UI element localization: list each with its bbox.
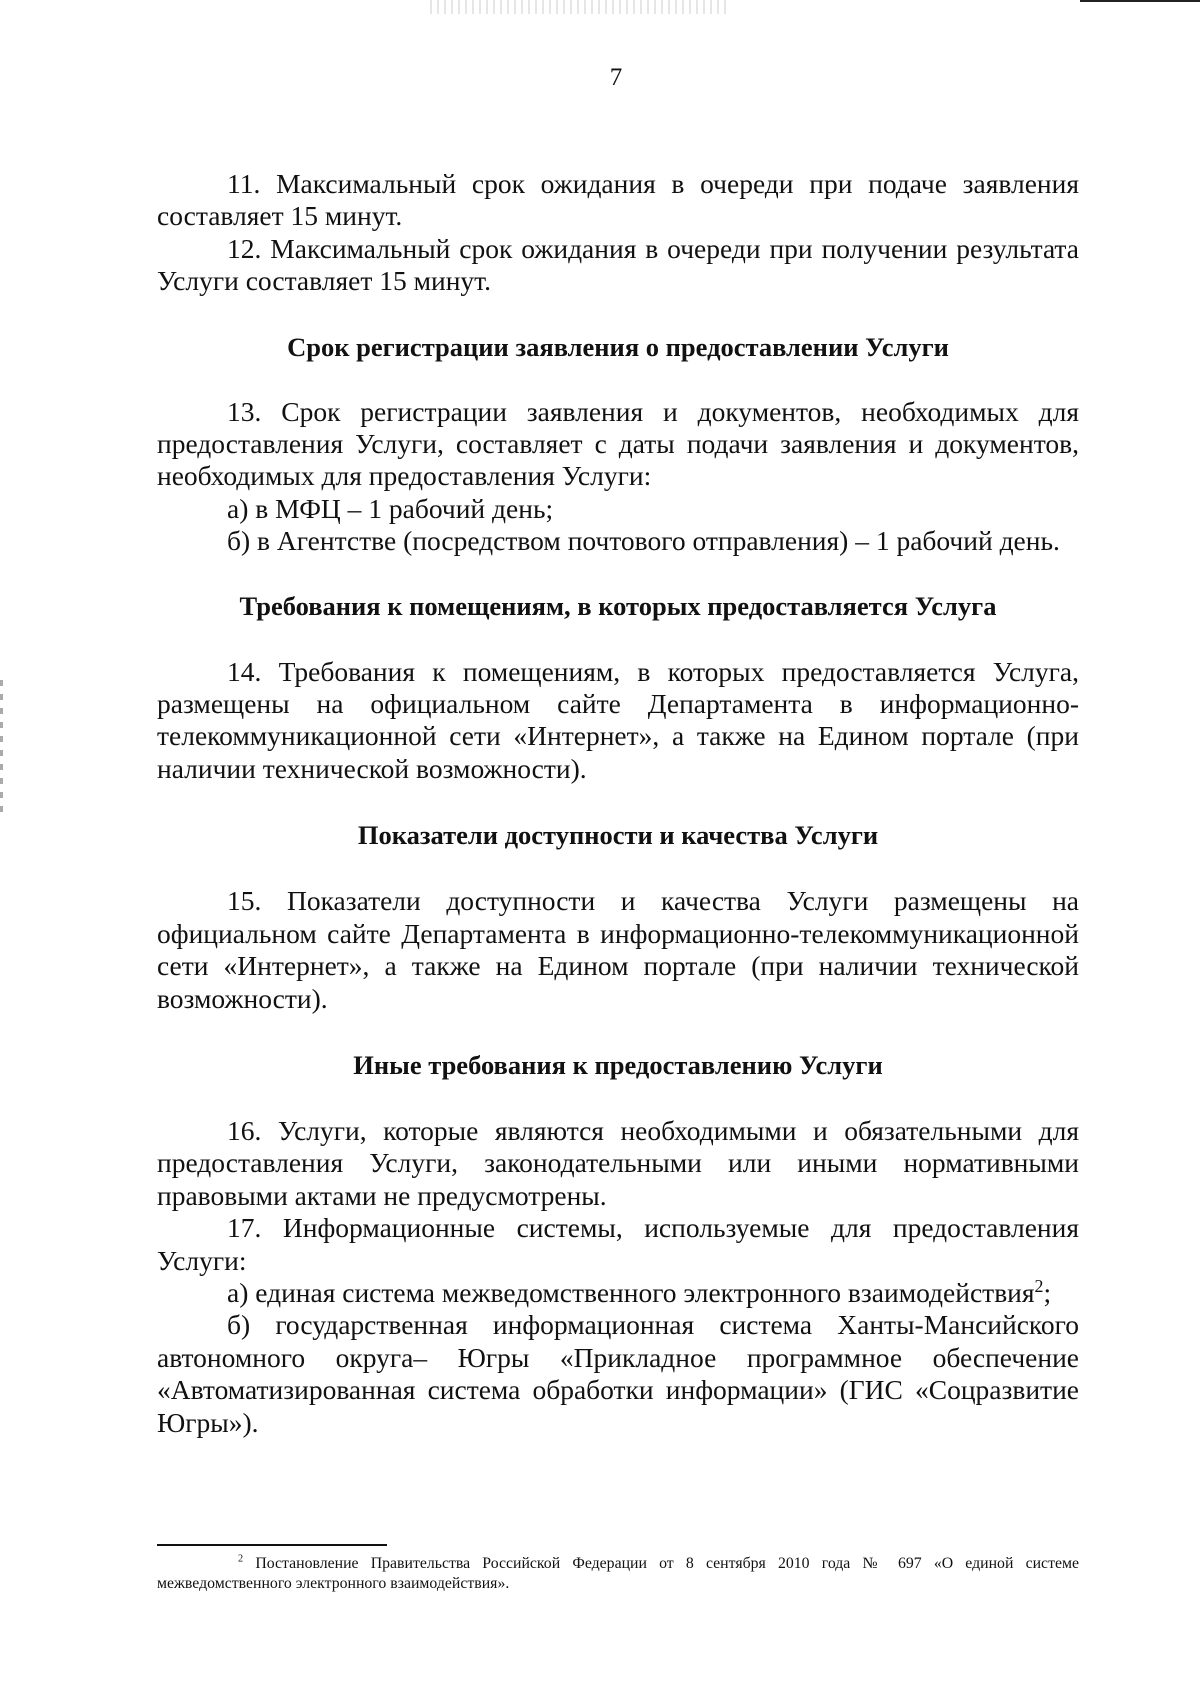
paragraph-13a: а) в МФЦ – 1 рабочий день; (227, 492, 554, 524)
footnote-separator (157, 1544, 387, 1546)
page-number: 7 (609, 64, 623, 91)
paragraph-13b: б) в Агентстве (посредством почтового отправления) – 1 рабочий день. (227, 525, 1060, 557)
heading-other-requirements: Иные требования к предоставлению Услуги (353, 1049, 883, 1080)
paragraph-16: 16. Услуги, которые являются необходимыми и обязательными для предоставления Услуги, законодательными или иными нормативными правовыми актами не предусмотрены. (157, 1114, 1079, 1211)
footnote-reference: 2 (1034, 1275, 1044, 1296)
paragraph-17a (157, 1277, 1079, 1309)
scan-edge-line (1080, 0, 1200, 2)
paragraph-17b: б) государственная информационная система Ханты-Мансийского автономного округа– Югры «Прикладное программное обеспечение «Автоматизированная система обработки информации» (ГИС «Соцразвитие Югры»). (157, 1309, 1079, 1438)
scan-margin-marks (0, 680, 3, 820)
paragraph-17a-tail: ; (1043, 1276, 1052, 1308)
footnote (157, 1554, 1079, 1594)
document-body (157, 168, 1079, 1439)
paragraph-13: 13. Срок регистрации заявления и документов, необходимых для предоставления Услуги, составляет с даты подачи заявления и документов, необходимых для предоставления Услуги: (157, 395, 1079, 492)
heading-accessibility-indicators: Показатели доступности и качества Услуги (357, 820, 879, 851)
paragraph-17a-text: а) единая система межведомственного электронного взаимодействия (227, 1276, 1035, 1308)
heading-premises-requirements: Требования к помещениям, в которых предоставляется Услуга (239, 590, 997, 621)
heading-registration-term: Срок регистрации заявления о предоставлении Услуги (287, 331, 949, 362)
paragraph-11: 11. Максимальный срок ожидания в очереди при подаче заявления составляет 15 минут. (157, 168, 1079, 232)
paragraph-15: 15. Показатели доступности и качества Услуги размещены на официальном сайте Департамента в информационно-телекоммуникационной сети «Интернет», а также на Едином портале (при наличии технической возможности). (157, 885, 1079, 1014)
paragraph-17: 17. Информационные системы, используемые для предоставления Услуги: (157, 1212, 1079, 1276)
footnote-number: 2 (238, 1553, 244, 1565)
footnote-text: Постановление Правительства Российской Федерации от 8 сентября 2010 года № 697 «О единой системе межведомственного электронного взаимодействия». (157, 1555, 1079, 1592)
paragraph-14: 14. Требования к помещениям, в которых предоставляется Услуга, размещены на официальном сайте Департамента в информационно-телекоммуникационной сети «Интернет», а также на Едином портале (при наличии технической возможности). (157, 655, 1079, 784)
paragraph-12: 12. Максимальный срок ожидания в очереди при получении результата Услуги составляет 15 минут. (157, 232, 1079, 297)
scan-artifact (430, 0, 730, 14)
